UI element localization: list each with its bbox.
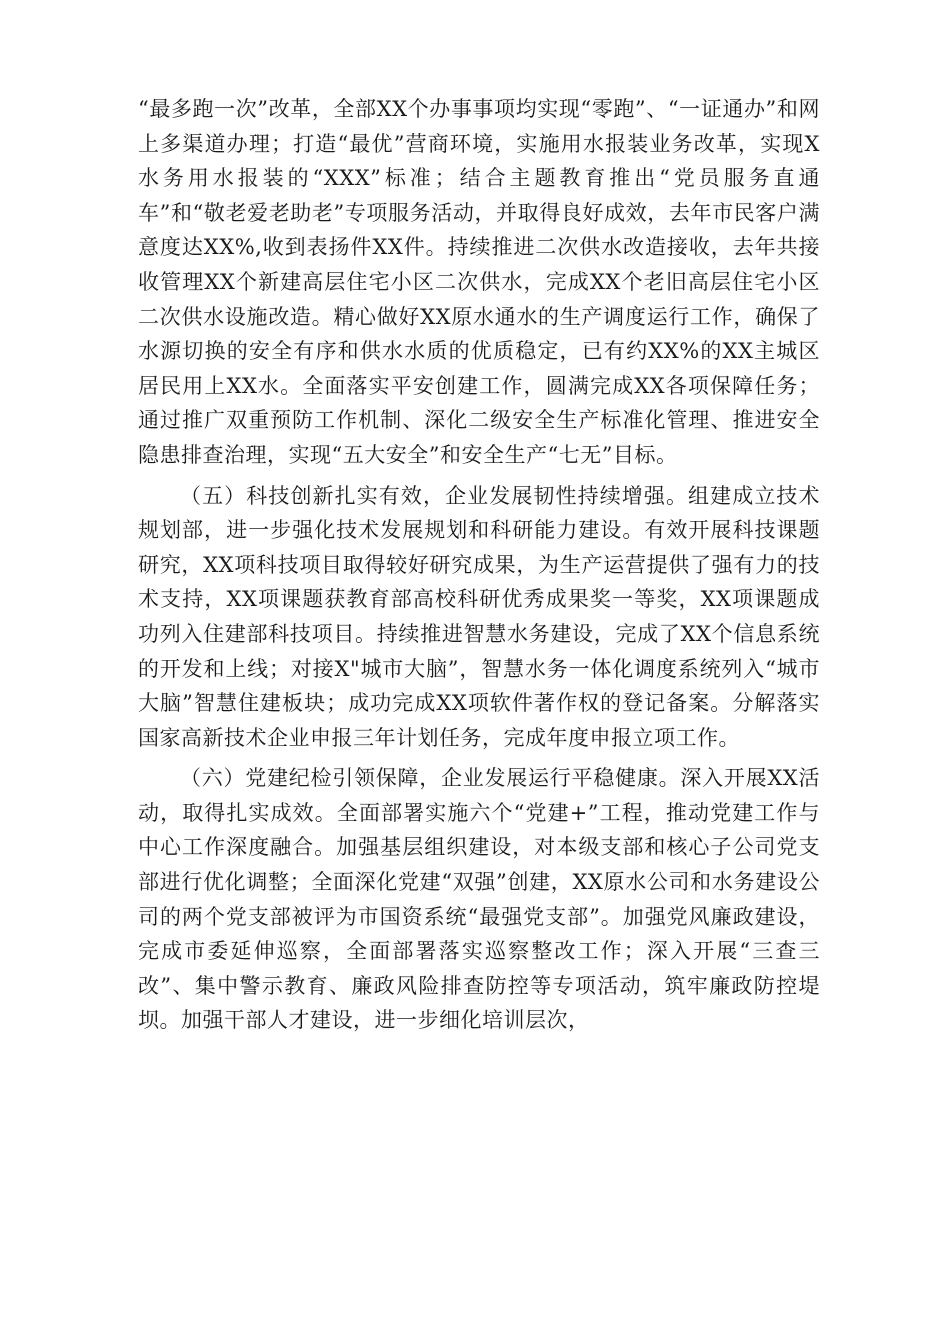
paragraph-section-5: （五）科技创新扎实有效，企业发展韧性持续增强。组建成立技术规划部，进一步强化技术发展规划和科研能力建设。有效开展科技课题研究，XX项科技项目取得较好研究成果，为生产运营提供了强有力的技术支持，XX项课题获教育部高校科研优秀成果奖一等奖，XX项课题成功列入住建部科技项目。持续推进智慧水务建设，完成了XX个信息系统的开发和上线；对接X"城市大脑”，智慧水务一体化调度系统列入“城市大脑”智慧住建板块；成功完成XX项软件著作权的登记备案。分解落实国家高新技术企业申报三年计划任务，完成年度申报立项工作。 bbox=[138, 483, 820, 750]
paragraph-continuation: “最多跑一次”改革，全部XX个办事事项均实现“零跑”、“一证通办”和网上多渠道办理；打造“最优”营商环境，实施用水报装业务改革，实现X水务用水报装的“XXX”标准；结合主题教育推出“党员服务直通车”和“敬老爱老助老”专项服务活动，并取得良好成效，去年市民客户满意度达XX%,收到表扬件XX件。持续推进二次供水改造接收，去年共接收管理XX个新建高层住宅小区二次供水，完成XX个老旧高层住宅小区二次供水设施改造。精心做好XX原水通水的生产调度运行工作，确保了水源切换的安全有序和供水水质的优质稳定，已有约XX%的XX主城区居民用上XX水。全面落实平安创建工作，圆满完成XX各项保障任务；通过推广双重预防工作机制、深化二级安全生产标准化管理、推进安全隐患排查治理，实现“五大安全”和安全生产“七无”目标。 bbox=[138, 97, 820, 467]
document-body bbox=[138, 92, 820, 1038]
paragraph-section-6: （六）党建纪检引领保障，企业发展运行平稳健康。深入开展XX活动，取得扎实成效。全面部署实施六个“党建+”工程，推动党建工作与中心工作深度融合。加强基层组织建设，对本级支部和核心子公司党支部进行优化调整；全面深化党建“双强”创建，XX原水公司和水务建设公司的两个党支部被评为市国资系统“最强党支部”。加强党风廉政建设，完成市委延伸巡察，全面部署落实巡察整改工作；深入开展“三查三改”、集中警示教育、廉政风险排查防控等专项活动，筑牢廉政防控堤坝。加强干部人才建设，进一步细化培训层次， bbox=[138, 766, 820, 1033]
